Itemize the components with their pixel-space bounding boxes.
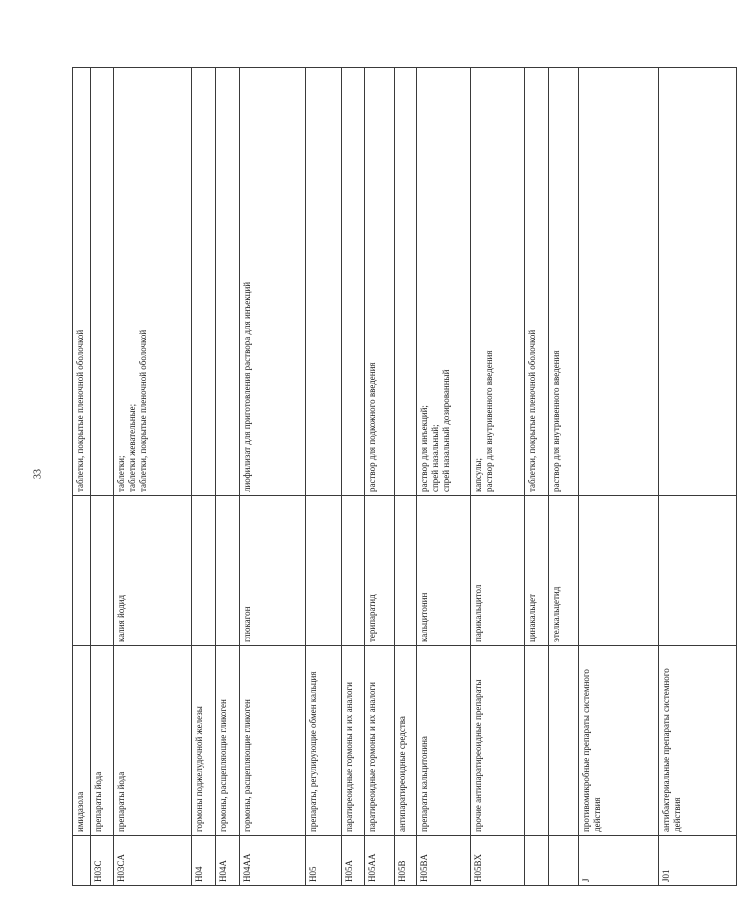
group-name-cell (525, 646, 549, 836)
drug-name-cell: цинакальцет (525, 496, 549, 646)
atc-code-cell: J (579, 836, 659, 886)
dosage-form-line: лиофилизат для приготовления раствора для инъекций (242, 281, 252, 492)
atc-code-cell: H05B (395, 836, 417, 886)
table-row (417, 68, 471, 886)
dosage-forms-cell (114, 68, 192, 496)
dosage-form-line: раствор для подкожного введения (367, 362, 377, 492)
group-name-cell: антипаратиреоидные средства (395, 646, 417, 836)
table-row (240, 68, 306, 886)
group-name-cell: паратиреоидные гормоны и их аналоги (365, 646, 395, 836)
dosage-forms-cell (365, 68, 395, 496)
group-name-cell: препараты, регулирующие обмен кальция (306, 646, 342, 836)
atc-code-cell: H05BA (417, 836, 471, 886)
atc-code-cell (73, 836, 91, 886)
table-row (471, 68, 525, 886)
drug-table-body (73, 68, 737, 886)
dosage-form-line: таблетки, покрытые пленочной оболочкой (75, 329, 85, 492)
group-name-cell: противомикробные препараты системного действия (579, 646, 659, 836)
drug-name-cell: глюкагон (240, 496, 306, 646)
dosage-form-line: таблетки, покрытые пленочной оболочкой (137, 329, 148, 492)
dosage-forms-cell (395, 68, 417, 496)
drug-name-cell (395, 496, 417, 646)
table-row (306, 68, 342, 886)
dosage-forms-cell (549, 68, 579, 496)
group-name-cell: имидазола (73, 646, 91, 836)
dosage-form-line: раствор для внутривенного введения (551, 350, 561, 492)
table-row (73, 68, 91, 886)
dosage-form-line: спрей назальный дозированный (440, 369, 451, 492)
group-name-cell: препараты кальцитонина (417, 646, 471, 836)
atc-code-cell: H05BX (471, 836, 525, 886)
drug-name-cell: парикальцитол (471, 496, 525, 646)
dosage-forms-cell (579, 68, 659, 496)
dosage-form-line: таблетки; (116, 455, 126, 492)
drug-name-cell (579, 496, 659, 646)
dosage-forms-cell (525, 68, 549, 496)
drug-name-cell (306, 496, 342, 646)
group-name-cell (549, 646, 579, 836)
atc-code-cell: H03CA (114, 836, 192, 886)
dosage-forms-cell (73, 68, 91, 496)
group-name-cell: гормоны, расщепляющие гликоген (240, 646, 306, 836)
table-row (342, 68, 365, 886)
table-row (579, 68, 659, 886)
dosage-forms-cell (192, 68, 216, 496)
dosage-form-line: капсулы; (473, 458, 483, 492)
group-name-cell: антибактериальные препараты системного действия (659, 646, 737, 836)
drug-name-cell (216, 496, 240, 646)
table-row (365, 68, 395, 886)
dosage-forms-cell (471, 68, 525, 496)
group-name-cell: препараты йода (114, 646, 192, 836)
atc-code-cell: H04A (216, 836, 240, 886)
table-row (659, 68, 737, 886)
atc-code-cell: H04AA (240, 836, 306, 886)
drug-name-cell (342, 496, 365, 646)
dosage-forms-cell (417, 68, 471, 496)
table-row (114, 68, 192, 886)
table-row (91, 68, 114, 886)
drug-name-cell (192, 496, 216, 646)
atc-code-cell: H05 (306, 836, 342, 886)
table-row (549, 68, 579, 886)
group-name-cell: паратиреоидные гормоны и их аналоги (342, 646, 365, 836)
drug-name-cell (91, 496, 114, 646)
table-row (525, 68, 549, 886)
dosage-forms-cell (240, 68, 306, 496)
atc-code-cell: H05AA (365, 836, 395, 886)
dosage-form-line: раствор для инъекций; (419, 405, 429, 492)
dosage-form-line: спрей назальный; (429, 424, 440, 492)
dosage-form-line: раствор для внутривенного введения (483, 350, 494, 492)
atc-code-cell: H03C (91, 836, 114, 886)
dosage-form-line: таблетки, покрытые пленочной оболочкой (527, 329, 537, 492)
atc-code-cell (549, 836, 579, 886)
drug-name-cell: калия йодид (114, 496, 192, 646)
rotated-table-container (72, 68, 682, 886)
drug-name-cell (73, 496, 91, 646)
dosage-forms-cell (91, 68, 114, 496)
dosage-form-line: таблетки жевательные; (126, 403, 137, 492)
dosage-forms-cell (216, 68, 240, 496)
table-row (192, 68, 216, 886)
drug-name-cell: кальцитонин (417, 496, 471, 646)
atc-code-cell (525, 836, 549, 886)
dosage-forms-cell (342, 68, 365, 496)
group-name-cell: прочие антипаратиреоидные препараты (471, 646, 525, 836)
drug-name-cell (659, 496, 737, 646)
atc-code-cell: J01 (659, 836, 737, 886)
drug-table (72, 67, 737, 886)
drug-name-cell: терипаратид (365, 496, 395, 646)
atc-code-cell: H05A (342, 836, 365, 886)
table-row (216, 68, 240, 886)
group-name-cell: препараты йода (91, 646, 114, 836)
drug-name-cell: этелкальцетид (549, 496, 579, 646)
dosage-forms-cell (659, 68, 737, 496)
dosage-forms-cell (306, 68, 342, 496)
group-name-cell: гормоны поджелудочной железы (192, 646, 216, 836)
page-number: 33 (32, 469, 44, 479)
table-row (395, 68, 417, 886)
group-name-cell: гормоны, расщепляющие гликоген (216, 646, 240, 836)
atc-code-cell: H04 (192, 836, 216, 886)
